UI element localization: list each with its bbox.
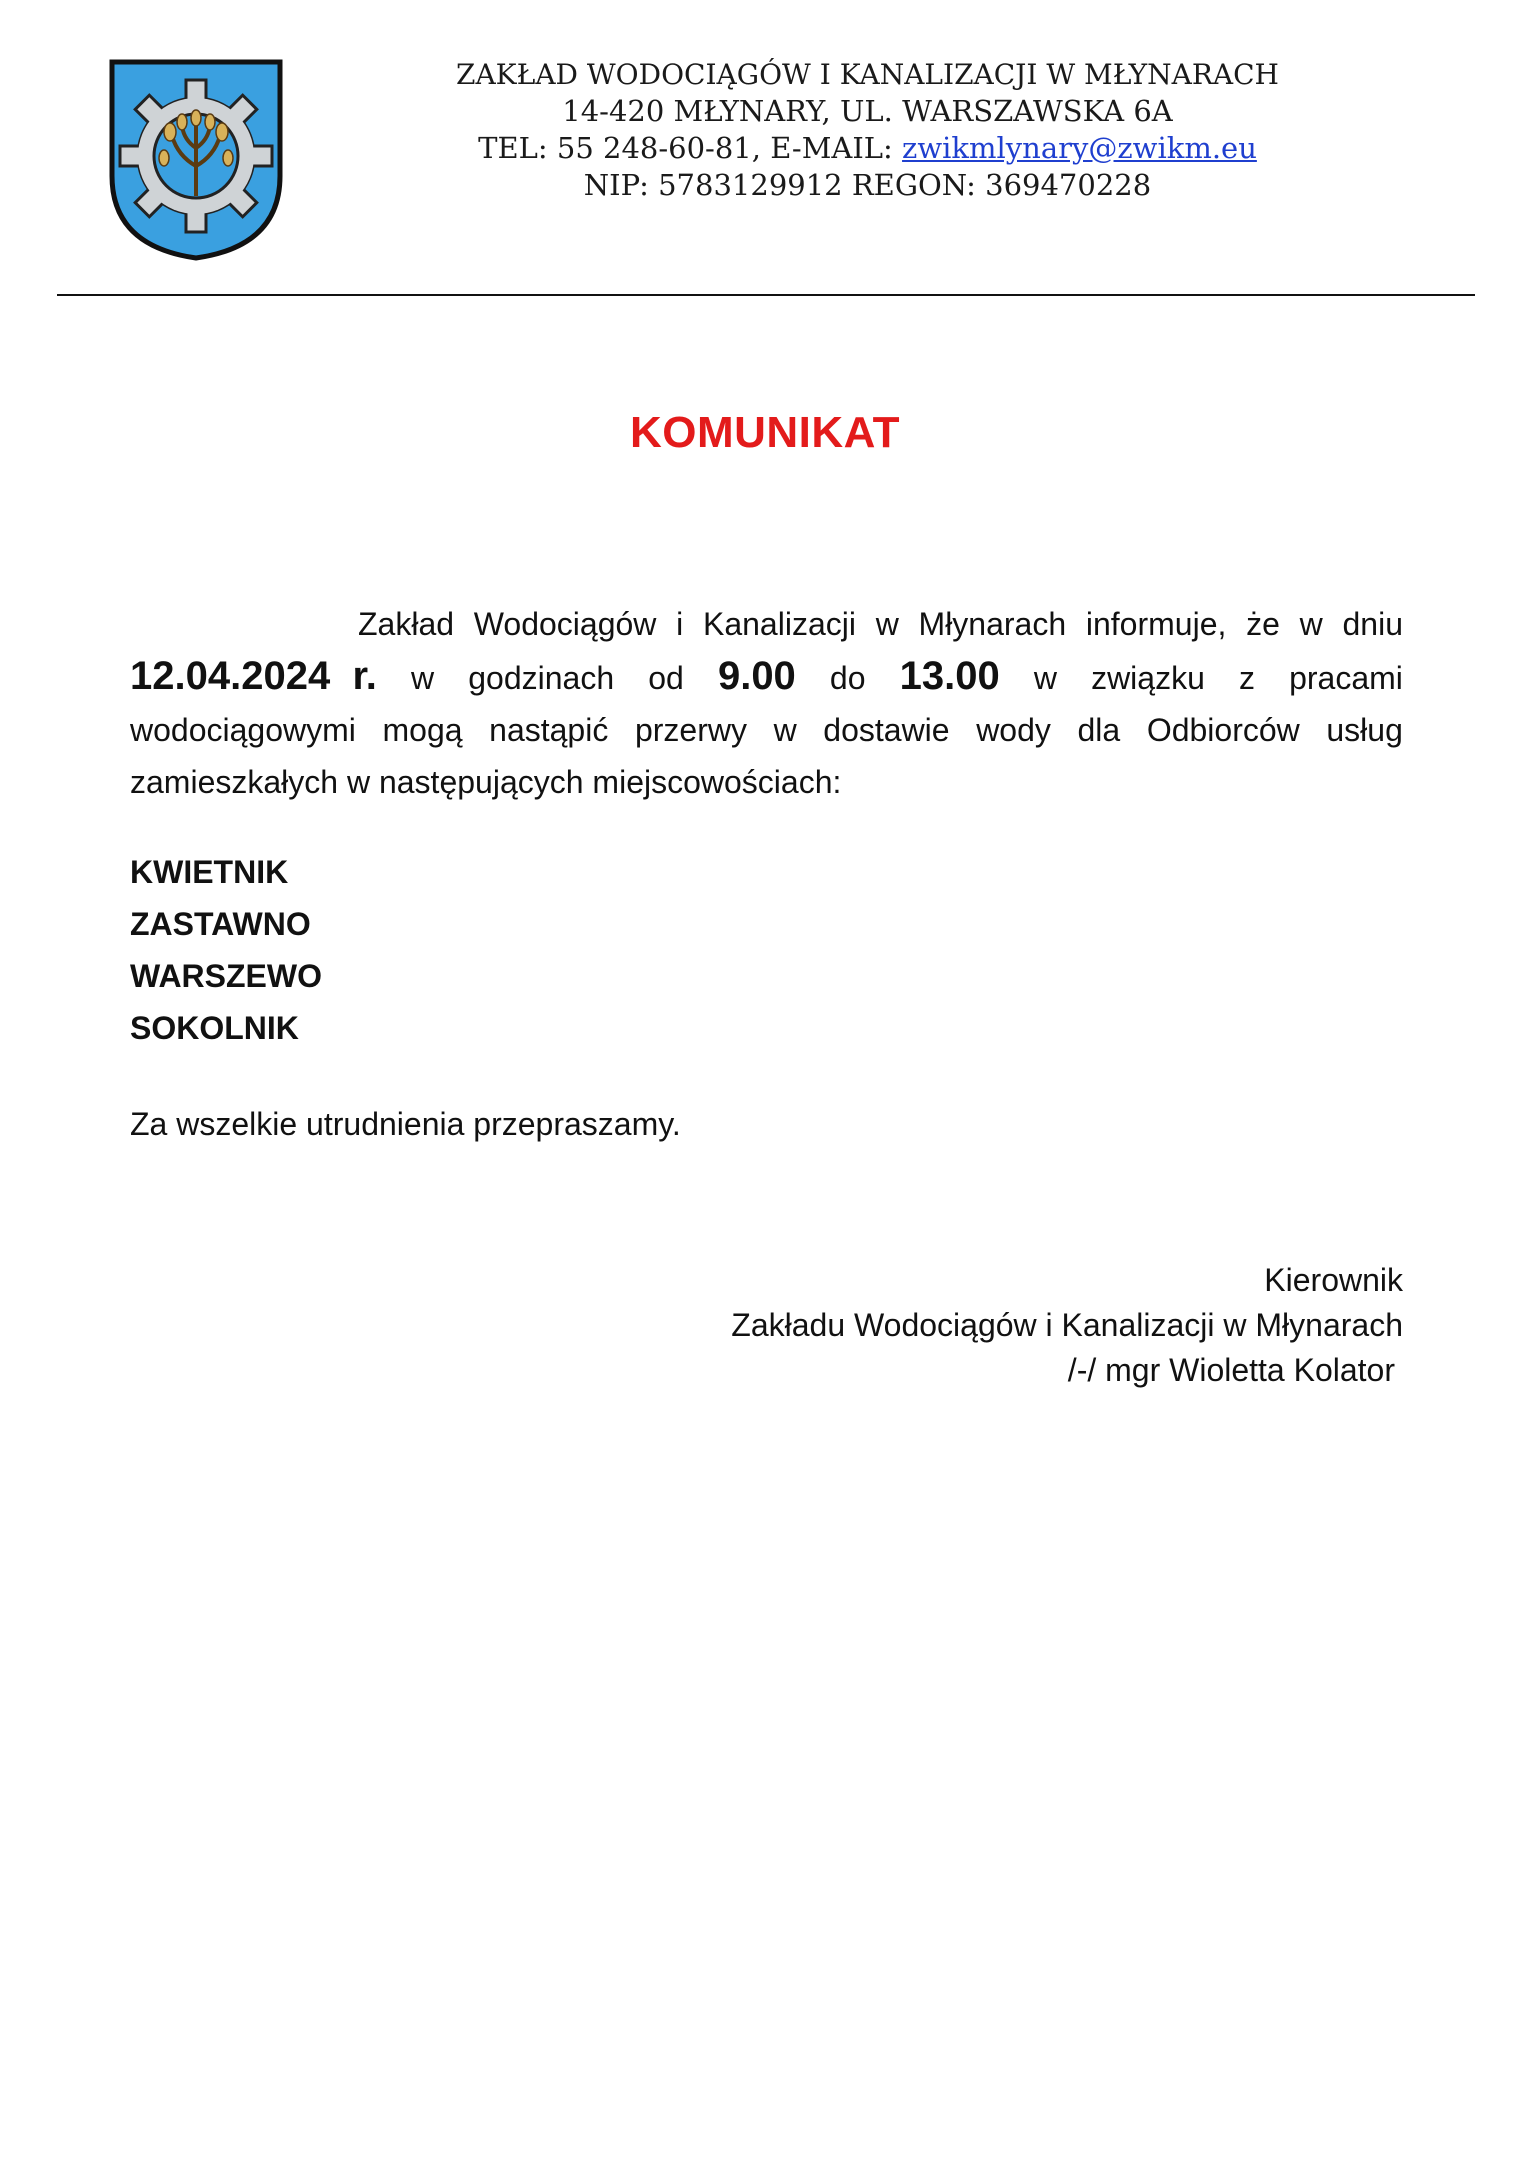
body-word: w [1299, 606, 1323, 642]
coat-of-arms-icon [106, 56, 286, 262]
signature-organization: Zakładu Wodociągów i Kanalizacji w Młynarach [731, 1307, 1403, 1343]
body-word: informuje, [1085, 606, 1227, 642]
document-title: KOMUNIKAT [629, 408, 901, 457]
body-line-3 [130, 704, 1403, 756]
body-word: w [875, 606, 899, 642]
body-word: że [1246, 606, 1280, 642]
body-line-1 [130, 598, 1403, 650]
company-address: 14-420 MŁYNARY, UL. WARSZAWSKA 6A [562, 94, 1173, 128]
body-word: związku [1091, 660, 1205, 696]
body-word: nastąpić [489, 712, 609, 748]
nip-value: 5783129912 [658, 168, 843, 202]
localities-list [130, 846, 322, 1054]
to-text: do [829, 660, 866, 696]
body-word: Młynarach [918, 606, 1067, 642]
body-word: w [1033, 660, 1057, 696]
body-word: i [676, 606, 684, 642]
signature-role: Kierownik [1264, 1262, 1403, 1298]
apology-text: Za wszelkie utrudnienia przepraszamy. [130, 1106, 681, 1142]
body-word: mogą [382, 712, 463, 748]
body-word: wodociągowymi [130, 712, 356, 748]
registry-line [340, 167, 1395, 204]
body-word: Wodociągów [473, 606, 657, 642]
body-word: Odbiorców [1146, 712, 1300, 748]
body-word: w [411, 660, 435, 696]
header-divider [57, 294, 1475, 296]
contact-line [340, 130, 1395, 167]
body-word: pracami [1289, 660, 1403, 696]
tel-value: 55 248-60-81, [556, 131, 761, 165]
email-label: E-MAIL: [770, 131, 893, 165]
company-name: ZAKŁAD WODOCIĄGÓW I KANALIZACJI W MŁYNARACH [456, 58, 1279, 91]
body-word: przerwy [634, 712, 747, 748]
locality-item: WARSZEWO [130, 958, 322, 994]
signature-block [500, 1258, 1403, 1393]
locality-item: SOKOLNIK [130, 1010, 299, 1046]
letterhead [340, 56, 1395, 204]
tel-label: TEL: [478, 131, 548, 165]
body-word: usług [1326, 712, 1403, 748]
body-word: od [648, 660, 684, 696]
body-line-2 [130, 650, 1403, 704]
body-line-4: zamieszkałych w następujących miejscowościach: [130, 764, 842, 800]
body-word: godzinach [468, 660, 615, 696]
body-word: wody [976, 712, 1051, 748]
time-to: 13.00 [899, 654, 1000, 698]
body-word: dostawie [823, 712, 950, 748]
body-word: Kanalizacji [702, 606, 856, 642]
email-link[interactable]: zwikmlynary@zwikm.eu [902, 131, 1257, 165]
body-word: dniu [1342, 606, 1403, 642]
body-word: w [773, 712, 797, 748]
announcement-body [130, 598, 1403, 808]
body-word: z [1238, 660, 1255, 696]
body-word: dla [1077, 712, 1121, 748]
locality-item: KWIETNIK [130, 854, 289, 890]
regon-label: REGON: [851, 168, 976, 202]
time-from: 9.00 [717, 654, 796, 698]
nip-label: NIP: [583, 168, 649, 202]
date-bold: 12.04.2024 r. [130, 654, 377, 698]
regon-value: 369470228 [985, 168, 1152, 202]
body-word: Zakład [358, 606, 455, 642]
signature-name: /-/ mgr Wioletta Kolator [1067, 1352, 1395, 1388]
locality-item: ZASTAWNO [130, 906, 311, 942]
